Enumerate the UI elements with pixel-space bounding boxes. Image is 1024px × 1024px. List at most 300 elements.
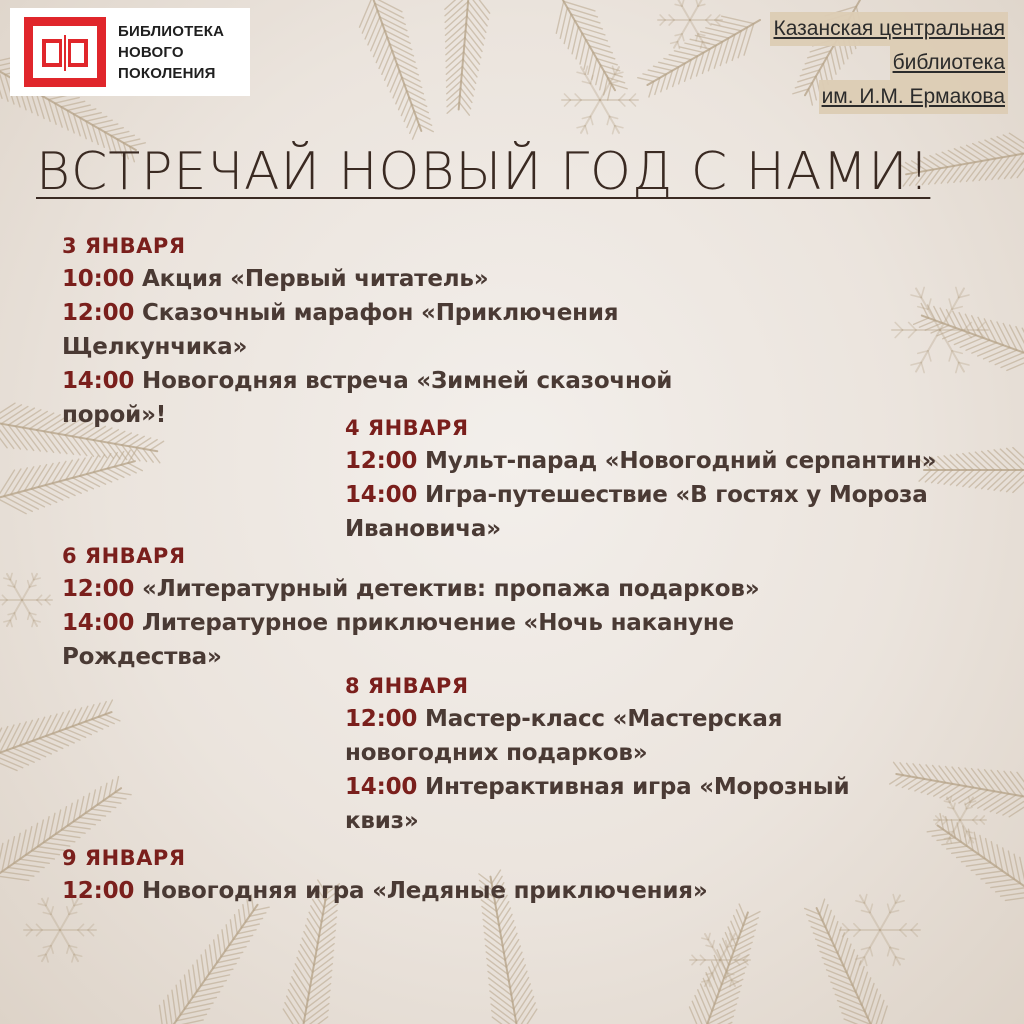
event-title-continued: Щелкунчика» xyxy=(62,334,248,360)
snowflake-arm xyxy=(864,957,866,965)
event-title-continued: порой»! xyxy=(62,402,167,428)
pine-needle xyxy=(129,436,144,446)
event-title: Новогодняя встреча «Зимней сказочной xyxy=(142,368,673,394)
pine-needle xyxy=(949,333,970,342)
pine-needle xyxy=(19,746,45,757)
pine-needle xyxy=(307,919,319,937)
pine-needle xyxy=(871,995,881,1024)
pine-needle xyxy=(461,81,473,96)
pine-needle xyxy=(239,910,242,928)
pine-needle xyxy=(445,0,469,16)
schedule-day xyxy=(345,412,936,546)
event-time: 12:00 xyxy=(62,576,135,602)
pine-needle xyxy=(1003,135,1024,152)
pine-needle xyxy=(500,914,512,932)
pine-needle xyxy=(299,951,313,972)
day-date: 3 ЯНВАРЯ xyxy=(62,234,186,258)
snowflake-arm xyxy=(690,0,706,20)
pine-needle xyxy=(413,124,419,139)
event-title: Литературное приключение «Ночь накануне xyxy=(142,610,734,636)
pine-needle xyxy=(306,925,318,944)
pine-needle xyxy=(502,921,514,940)
pine-needle xyxy=(52,483,75,495)
pine-needle xyxy=(297,957,311,979)
pine-needle xyxy=(38,487,63,500)
pine-needle xyxy=(115,792,131,794)
pine-needle xyxy=(701,984,712,1011)
pine-needle xyxy=(859,972,868,998)
event-time: 14:00 xyxy=(62,368,135,394)
day-date: 9 ЯНВАРЯ xyxy=(62,846,186,870)
pine-needle xyxy=(283,1009,301,1024)
pine-needle xyxy=(103,801,121,803)
pine-needle xyxy=(971,867,996,871)
pine-needle xyxy=(2,872,34,876)
snowflake-arm xyxy=(956,362,959,372)
pine-needle xyxy=(862,978,871,1005)
pine-needle xyxy=(447,95,460,107)
pine-needle xyxy=(934,784,953,796)
pine-needle xyxy=(519,1009,537,1024)
pine-needle xyxy=(826,910,832,927)
pine-needle xyxy=(648,70,666,74)
open-book-icon xyxy=(24,17,106,87)
pine-needle xyxy=(115,433,132,444)
pine-needle xyxy=(868,989,877,1018)
pine-needle xyxy=(503,927,516,946)
pine-needle xyxy=(180,980,184,1009)
pine-needle xyxy=(172,990,176,1021)
pine-needle xyxy=(59,482,81,494)
pine-needle xyxy=(966,340,990,350)
schedule-day xyxy=(62,230,672,432)
pine-needle xyxy=(984,348,1011,359)
event-title-continued: квиз» xyxy=(345,808,419,834)
pine-needle xyxy=(981,875,1008,879)
event-item xyxy=(345,478,936,546)
pine-needle xyxy=(31,489,56,502)
schedule-day xyxy=(62,540,759,674)
pine-needle xyxy=(197,960,201,986)
pine-needle xyxy=(218,935,221,957)
pine-needle xyxy=(462,66,475,83)
pine-needle xyxy=(376,37,387,63)
snowflake-arm xyxy=(969,838,971,844)
snowflake-arm xyxy=(888,947,890,955)
pine-needle xyxy=(80,476,100,487)
pine-needle xyxy=(56,834,80,837)
pine-needle xyxy=(300,945,313,966)
pine-needle xyxy=(66,729,86,738)
pine-needle xyxy=(235,915,238,934)
snowflake-arm xyxy=(51,907,53,915)
snowflake-arm xyxy=(870,904,872,912)
pine-needle xyxy=(176,985,180,1015)
pine-needle xyxy=(108,431,125,442)
pine-needle xyxy=(79,817,100,820)
pine-needle xyxy=(1009,799,1024,817)
pine-needle xyxy=(98,124,117,128)
snowflake-arm xyxy=(713,973,715,979)
snowflake-arm xyxy=(864,895,866,903)
snowflake-arm xyxy=(678,42,680,49)
pine-needle xyxy=(469,0,489,20)
pine-needle xyxy=(97,805,116,808)
pine-needle xyxy=(463,59,477,77)
pine-needle xyxy=(447,88,461,100)
pine-branch xyxy=(0,712,112,760)
pine-needle xyxy=(504,933,517,953)
pine-needle xyxy=(14,863,44,867)
pine-needle xyxy=(205,950,208,974)
pine-needle xyxy=(55,98,79,104)
pine-needle xyxy=(61,830,85,833)
pine-needle xyxy=(927,783,945,795)
snowflake-arm xyxy=(921,287,924,297)
pine-needle xyxy=(393,77,402,98)
event-time: 14:00 xyxy=(62,610,135,636)
event-time: 12:00 xyxy=(345,448,418,474)
pine-needle xyxy=(996,888,1024,892)
pine-needle xyxy=(989,350,1016,362)
snowflake-arm xyxy=(32,573,34,579)
pine-needle xyxy=(32,851,60,855)
pine-needle xyxy=(159,1005,164,1024)
pine-needle xyxy=(91,809,110,812)
day-date: 8 ЯНВАРЯ xyxy=(345,674,469,698)
snowflake-arm xyxy=(67,946,69,954)
event-item xyxy=(345,770,849,838)
pine-needle xyxy=(1003,798,1024,816)
snowflake-arm xyxy=(46,898,48,906)
schedule-day xyxy=(62,842,708,908)
pine-needle xyxy=(446,52,464,68)
snowflake-arm xyxy=(72,954,74,962)
snowflake-arm xyxy=(51,946,53,954)
pine-needle xyxy=(600,71,604,90)
event-time: 14:00 xyxy=(345,774,418,800)
snowflake-arm xyxy=(682,34,684,41)
pine-needle xyxy=(38,847,65,851)
pine-needle xyxy=(832,922,838,941)
snowflake-arm xyxy=(607,76,609,84)
snowflake-arm xyxy=(46,954,48,962)
pine-needle xyxy=(464,52,479,71)
snowflake-arm xyxy=(895,330,902,338)
event-item xyxy=(62,296,672,364)
pine-needle xyxy=(588,52,593,74)
pine-needle xyxy=(643,74,660,78)
pine-needle xyxy=(580,39,586,64)
logo-line: НОВОГО xyxy=(118,43,184,61)
logo-text xyxy=(118,21,224,84)
pine-needle xyxy=(0,403,15,421)
pine-needle xyxy=(109,797,126,799)
snowflake-arm xyxy=(10,573,12,579)
event-item xyxy=(62,572,759,606)
event-title: Мульт-парад «Новогодний серпантин» xyxy=(425,448,937,474)
event-time: 12:00 xyxy=(62,300,135,326)
snowflake-arm xyxy=(591,116,593,124)
pine-needle xyxy=(73,478,94,489)
pine-needle xyxy=(976,871,1002,875)
logo-line: БИБЛИОТЕКА xyxy=(118,22,225,40)
pine-needle xyxy=(93,472,111,482)
pine-needle xyxy=(226,925,229,946)
event-time: 12:00 xyxy=(62,878,135,904)
pine-needle xyxy=(823,905,828,921)
library-logo xyxy=(10,8,250,96)
snowflake-arm xyxy=(895,322,902,330)
snowflake-arm xyxy=(956,287,959,297)
pine-needle xyxy=(122,435,138,445)
pine-needle xyxy=(938,457,952,470)
event-title: Игра-путешествие «В гостях у Мороза xyxy=(425,482,928,508)
pine-needle xyxy=(915,780,932,791)
pine-needle xyxy=(193,965,197,992)
pine-needle xyxy=(499,908,510,925)
pine-needle xyxy=(957,454,974,470)
pine-needle xyxy=(653,66,672,70)
pine-needle xyxy=(6,750,34,762)
event-time: 10:00 xyxy=(62,266,135,292)
pine-needle xyxy=(986,879,1015,883)
event-item xyxy=(62,874,708,908)
snowflake-arm xyxy=(607,116,609,124)
event-title: Акция «Первый читатель» xyxy=(142,266,489,292)
pine-needle xyxy=(447,81,461,94)
snowflake-arm xyxy=(674,0,690,20)
pine-needle xyxy=(829,916,835,934)
pine-needle xyxy=(966,863,990,866)
page-title: ВСТРЕЧАЙ НОВЫЙ ГОД С НАМИ! xyxy=(36,142,931,202)
pine-needle xyxy=(73,822,95,825)
pine-needle xyxy=(117,135,134,139)
snowflake-arm xyxy=(696,0,698,6)
snowflake-arm xyxy=(928,351,931,361)
pine-needle xyxy=(66,480,87,491)
pine-needle xyxy=(311,906,322,922)
pine-needle xyxy=(365,10,377,39)
pine-needle xyxy=(957,854,979,857)
snowflake-arm xyxy=(32,620,34,626)
library-name-line: библиотека xyxy=(890,46,1008,80)
snowflake-arm xyxy=(921,362,924,372)
pine-needle xyxy=(995,353,1023,365)
pine-needle xyxy=(1005,896,1024,901)
pine-needle xyxy=(518,1003,536,1024)
pine-needle xyxy=(506,946,520,967)
pine-needle xyxy=(67,826,90,829)
pine-needle xyxy=(664,58,685,63)
pine-needle xyxy=(13,748,40,759)
pine-needle xyxy=(304,932,316,951)
snowflake-arm xyxy=(28,581,30,587)
event-title: Новогодняя игра «Ледяные приключения» xyxy=(142,878,708,904)
pine-needle xyxy=(447,74,462,88)
pine-needle xyxy=(669,55,691,60)
pine-needle xyxy=(189,970,193,997)
pine-needle xyxy=(26,855,55,859)
pine-needle xyxy=(105,128,124,132)
pine-needle xyxy=(52,734,74,743)
event-time: 14:00 xyxy=(345,482,418,508)
pine-needle xyxy=(371,24,383,51)
pine-needle xyxy=(952,850,973,853)
snowflake-arm xyxy=(893,895,895,903)
snowflake-arm xyxy=(682,0,684,6)
pine-needle xyxy=(201,955,205,980)
pine-needle xyxy=(80,113,101,118)
pine-needle xyxy=(368,17,380,45)
event-title: Сказочный марафон «Приключения xyxy=(142,300,619,326)
pine-needle xyxy=(184,975,188,1003)
pine-needle xyxy=(576,33,582,59)
pine-needle xyxy=(100,470,117,479)
pine-needle xyxy=(865,984,874,1012)
pine-needle xyxy=(638,78,654,82)
pine-needle xyxy=(957,470,974,486)
event-title: «Литературный детектив: пропажа подарков» xyxy=(142,576,760,602)
pine-needle xyxy=(950,470,966,485)
event-item xyxy=(345,702,849,770)
snowflake-arm xyxy=(888,904,890,912)
pine-needle xyxy=(111,131,129,135)
pine-needle xyxy=(1001,892,1024,896)
pine-needle xyxy=(0,876,29,881)
event-item xyxy=(62,606,759,674)
pine-needle xyxy=(947,846,967,849)
pine-needle xyxy=(921,781,938,792)
pine-needle xyxy=(991,883,1021,887)
pine-needle xyxy=(944,470,959,484)
pine-needle xyxy=(446,59,463,74)
day-date: 6 ЯНВАРЯ xyxy=(62,544,186,568)
pine-needle xyxy=(461,88,472,103)
snowflake-arm xyxy=(585,126,587,134)
snowflake-arm xyxy=(15,581,17,587)
day-date: 4 ЯНВАРЯ xyxy=(345,416,469,440)
pine-needle xyxy=(938,470,952,483)
snowflake-arm xyxy=(713,941,715,947)
pine-needle xyxy=(464,45,479,64)
pine-needle xyxy=(92,120,112,125)
schedule-day xyxy=(345,670,849,838)
pine-needle xyxy=(820,899,825,914)
pine-needle xyxy=(674,51,697,56)
pine-needle xyxy=(164,1000,168,1024)
event-title-continued: Ивановича» xyxy=(345,516,501,542)
pine-needle xyxy=(698,990,710,1018)
pine-needle xyxy=(362,3,375,33)
pine-needle xyxy=(978,345,1004,356)
pine-needle xyxy=(8,867,39,871)
pine-needle xyxy=(214,940,217,963)
snowflake-arm xyxy=(613,126,615,134)
pine-needle xyxy=(954,335,976,344)
snowflake-arm xyxy=(949,351,952,361)
event-item xyxy=(345,444,936,478)
pine-needle xyxy=(39,738,63,748)
pine-needle xyxy=(87,474,106,484)
pine-needle xyxy=(902,778,917,788)
snowflake-arm xyxy=(10,620,12,626)
pine-needle xyxy=(59,731,80,740)
pine-needle xyxy=(309,912,320,929)
pine-needle xyxy=(584,46,589,69)
event-title-continued: новогодних подарков» xyxy=(345,740,648,766)
pine-needle xyxy=(46,736,69,746)
pine-needle xyxy=(210,945,213,969)
pine-needle xyxy=(447,102,459,113)
event-title-continued: Рождества» xyxy=(62,644,222,670)
event-item xyxy=(62,262,672,296)
snowflake-arm xyxy=(954,803,956,809)
pine-needle xyxy=(460,95,471,109)
snowflake-arm xyxy=(893,957,895,965)
library-name-line: им. И.М. Ермакова xyxy=(819,80,1008,114)
snowflake-arm xyxy=(949,299,952,309)
pine-needle xyxy=(961,859,984,862)
snowflake-arm xyxy=(909,330,916,338)
pine-needle xyxy=(45,485,69,498)
pine-needle xyxy=(390,71,399,92)
pine-needle xyxy=(382,50,392,74)
pine-needle xyxy=(446,66,462,80)
pine-needle xyxy=(960,338,983,348)
pine-needle xyxy=(20,859,49,863)
pine-needle xyxy=(950,455,966,470)
event-time: 12:00 xyxy=(345,706,418,732)
pine-needle xyxy=(85,813,105,816)
pine-needle xyxy=(946,786,966,799)
pine-needle xyxy=(230,920,233,940)
pine-needle xyxy=(387,64,396,86)
snowflake-arm xyxy=(15,613,17,619)
pine-needle xyxy=(86,116,107,121)
pine-needle xyxy=(932,834,949,836)
pine-needle xyxy=(462,74,475,90)
pine-needle xyxy=(385,57,395,80)
pine-needle xyxy=(914,318,929,324)
pine-needle xyxy=(67,105,90,110)
pine-needle xyxy=(61,101,85,106)
snowflake-arm xyxy=(965,831,967,837)
pine-needle xyxy=(909,779,925,789)
pine-needle xyxy=(695,996,707,1024)
library-name xyxy=(770,12,1008,114)
snowflake-arm xyxy=(696,34,698,41)
pine-needle xyxy=(74,109,96,114)
logo-line: ПОКОЛЕНИЯ xyxy=(118,64,216,82)
library-name-line: Казанская центральная xyxy=(770,12,1008,46)
pine-needle xyxy=(927,830,943,832)
snowflake-arm xyxy=(591,76,593,84)
pine-needle xyxy=(0,753,28,765)
pine-needle xyxy=(572,27,578,54)
pine-needle xyxy=(944,456,959,470)
pine-needle xyxy=(222,930,225,951)
pine-needle xyxy=(505,940,518,961)
pine-needle xyxy=(302,938,315,958)
pine-needle xyxy=(953,788,974,802)
snowflake-arm xyxy=(708,933,710,939)
snowflake-arm xyxy=(28,613,30,619)
pine-needle xyxy=(26,743,51,754)
pine-needle xyxy=(940,785,960,798)
pine-needle xyxy=(33,741,57,751)
event-title: Мастер-класс «Мастерская xyxy=(425,706,783,732)
